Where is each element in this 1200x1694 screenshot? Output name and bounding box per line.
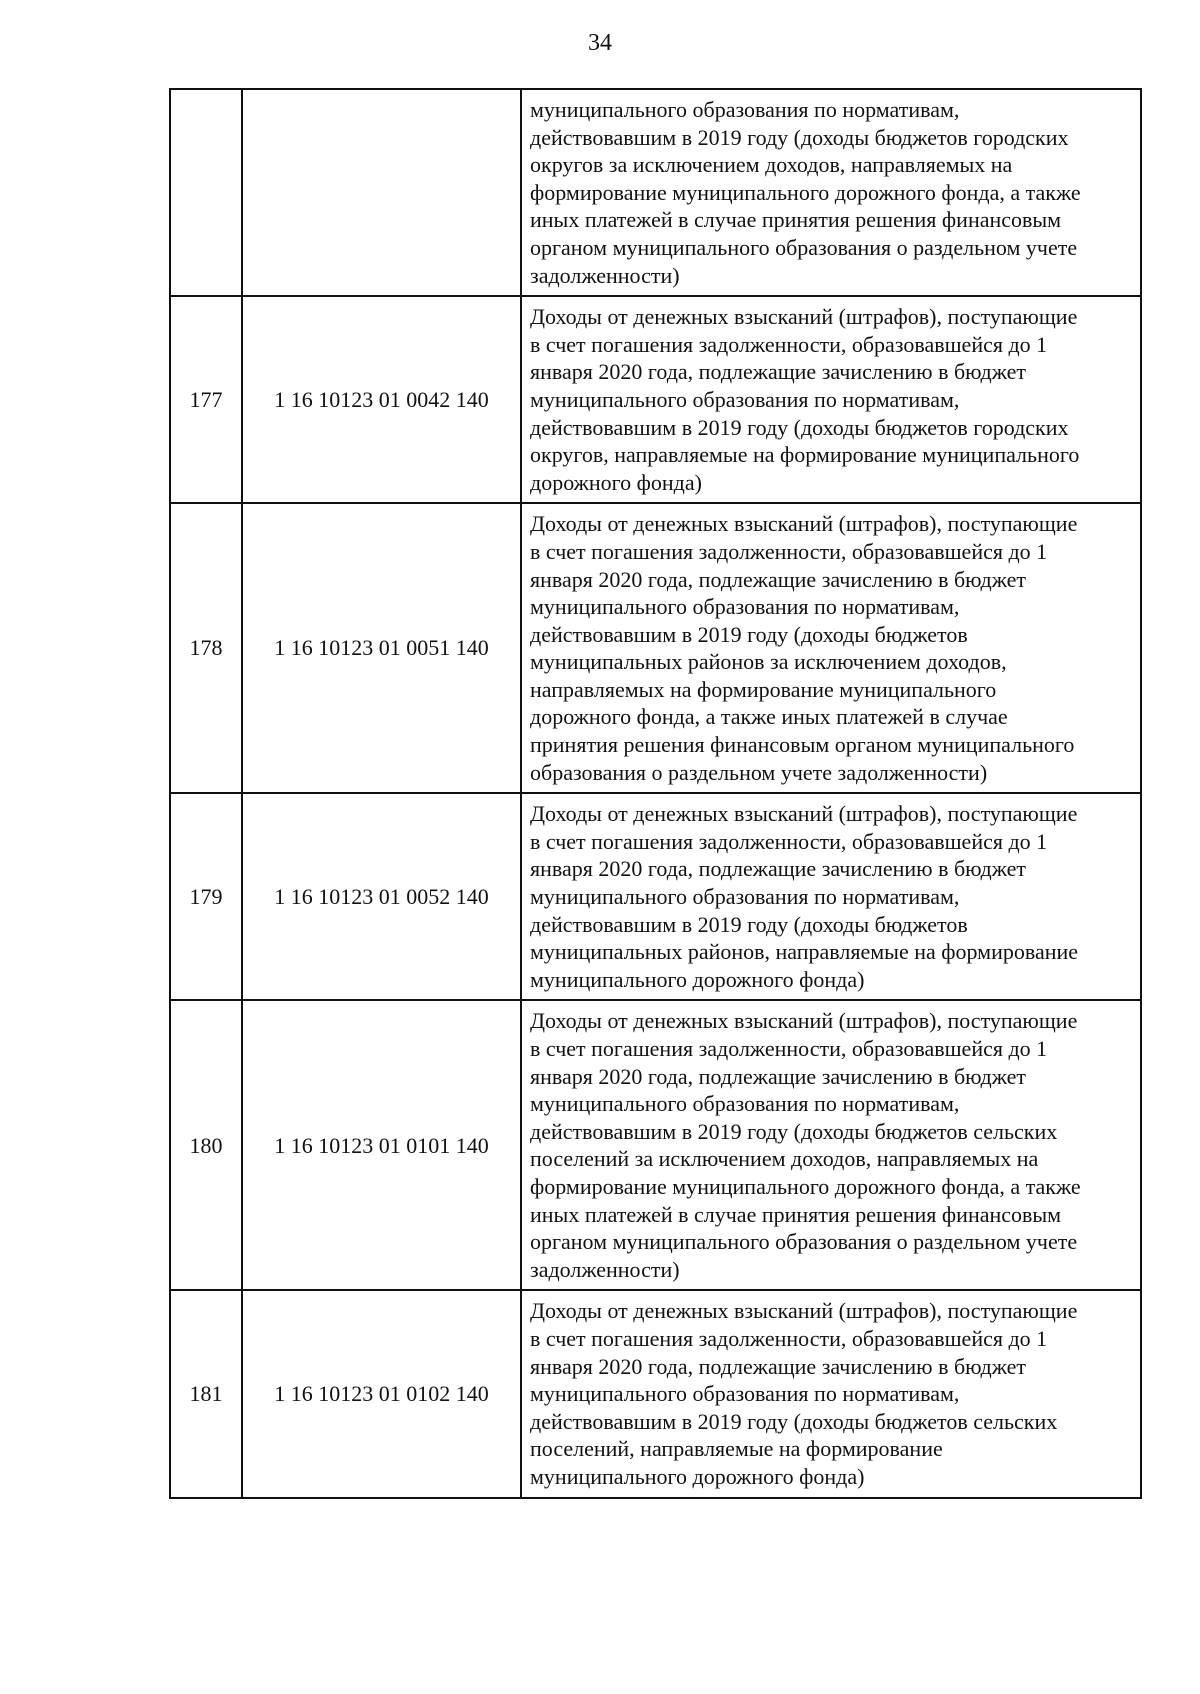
description-line: принятия решения финансовым органом муниципального xyxy=(530,732,1075,758)
table-row xyxy=(170,503,1141,793)
description-line: округов, направляемые на формирование муниципального xyxy=(530,442,1080,468)
description-line: иных платежей в случае принятия решения финансовым xyxy=(530,207,1062,233)
description-line: действовавшим в 2019 году (доходы бюджетов xyxy=(530,911,968,937)
budget-code-cell: 1 16 10123 01 0051 140 xyxy=(242,503,521,793)
description-line: Доходы от денежных взысканий (штрафов), поступающие xyxy=(530,1298,1078,1324)
table-row xyxy=(170,89,1141,296)
description-line: января 2020 года, подлежащие зачислению в бюджет xyxy=(530,566,1026,592)
description-line: Доходы от денежных взысканий (штрафов), поступающие xyxy=(530,801,1078,827)
budget-code-cell xyxy=(242,89,521,296)
description-line: в счет погашения задолженности, образовавшейся до 1 xyxy=(530,331,1048,357)
description-line: в счет погашения задолженности, образовавшейся до 1 xyxy=(530,538,1048,564)
description-line: задолженности) xyxy=(530,1256,680,1282)
page-number: 34 xyxy=(588,30,612,56)
description-line: действовавшим в 2019 году (доходы бюджетов xyxy=(530,621,968,647)
description-line: поселений за исключением доходов, направляемых на xyxy=(530,1146,1039,1172)
row-number-cell: 177 xyxy=(170,296,242,503)
description-line: муниципального образования по нормативам, xyxy=(530,386,960,412)
description-line: муниципальных районов, направляемые на формирование xyxy=(530,939,1079,965)
description-line: Доходы от денежных взысканий (штрафов), поступающие xyxy=(530,1008,1078,1034)
table-row xyxy=(170,793,1141,1000)
table-body xyxy=(170,89,1141,1498)
row-number-cell: 180 xyxy=(170,1000,242,1290)
description-line: образования о раздельном учете задолженности) xyxy=(530,759,988,785)
description-line: формирование муниципального дорожного фонда, а также xyxy=(530,1173,1081,1199)
budget-code-cell: 1 16 10123 01 0102 140 xyxy=(242,1290,521,1497)
row-number-cell: 179 xyxy=(170,793,242,1000)
description-line: действовавшим в 2019 году (доходы бюджетов городских xyxy=(530,124,1069,150)
description-line: в счет погашения задолженности, образовавшейся до 1 xyxy=(530,1036,1048,1061)
row-number-cell xyxy=(170,89,242,296)
description-cell xyxy=(521,1290,1141,1497)
budget-code-cell: 1 16 10123 01 0101 140 xyxy=(242,1000,521,1290)
description-line: в счет погашения задолженности, образовавшейся до 1 xyxy=(530,828,1048,854)
description-cell xyxy=(521,89,1141,296)
description-line: муниципального образования по нормативам, xyxy=(530,97,960,122)
row-number-cell: 178 xyxy=(170,503,242,793)
budget-code-cell: 1 16 10123 01 0052 140 xyxy=(242,793,521,1000)
description-line: в счет погашения задолженности, образовавшейся до 1 xyxy=(530,1325,1048,1351)
description-line: января 2020 года, подлежащие зачислению в бюджет xyxy=(530,1353,1026,1379)
description-line: действовавшим в 2019 году (доходы бюджетов сельских xyxy=(530,1118,1058,1144)
description-line: муниципального дорожного фонда) xyxy=(530,1463,865,1489)
description-line: направляемых на формирование муниципального xyxy=(530,676,997,702)
description-line: дорожного фонда, а также иных платежей в случае xyxy=(530,704,1008,730)
description-line: муниципальных районов за исключением доходов, xyxy=(530,649,1007,675)
income-codes-table xyxy=(169,88,1142,1499)
description-line: округов за исключением доходов, направляемых на xyxy=(530,152,1013,178)
description-line: муниципального образования по нормативам, xyxy=(530,594,960,620)
description-line: января 2020 года, подлежащие зачислению в бюджет xyxy=(530,856,1026,882)
table-row xyxy=(170,1000,1141,1290)
description-line: органом муниципального образования о раздельном учете xyxy=(530,1229,1078,1255)
description-line: Доходы от денежных взысканий (штрафов), поступающие xyxy=(530,304,1078,330)
table-row xyxy=(170,296,1141,503)
description-cell xyxy=(521,296,1141,503)
description-line: муниципального образования по нормативам, xyxy=(530,1381,960,1407)
description-line: органом муниципального образования о раздельном учете xyxy=(530,234,1078,260)
description-line: действовавшим в 2019 году (доходы бюджетов сельских xyxy=(530,1408,1058,1434)
description-line: задолженности) xyxy=(530,262,680,288)
description-line: иных платежей в случае принятия решения финансовым xyxy=(530,1201,1062,1227)
description-line: муниципального дорожного фонда) xyxy=(530,966,865,992)
table-row xyxy=(170,1290,1141,1497)
budget-code-cell: 1 16 10123 01 0042 140 xyxy=(242,296,521,503)
row-number-cell: 181 xyxy=(170,1290,242,1497)
description-line: формирование муниципального дорожного фонда, а также xyxy=(530,179,1081,205)
description-line: дорожного фонда) xyxy=(530,469,702,495)
description-line: действовавшим в 2019 году (доходы бюджетов городских xyxy=(530,414,1069,440)
description-cell xyxy=(521,793,1141,1000)
description-line: муниципального образования по нормативам, xyxy=(530,884,960,910)
description-cell xyxy=(521,1000,1141,1290)
description-cell xyxy=(521,503,1141,793)
description-line: Доходы от денежных взысканий (штрафов), поступающие xyxy=(530,511,1078,537)
description-line: января 2020 года, подлежащие зачислению в бюджет xyxy=(530,359,1026,385)
description-line: муниципального образования по нормативам, xyxy=(530,1091,960,1117)
description-line: января 2020 года, подлежащие зачислению в бюджет xyxy=(530,1063,1026,1089)
description-line: поселений, направляемые на формирование xyxy=(530,1436,943,1462)
